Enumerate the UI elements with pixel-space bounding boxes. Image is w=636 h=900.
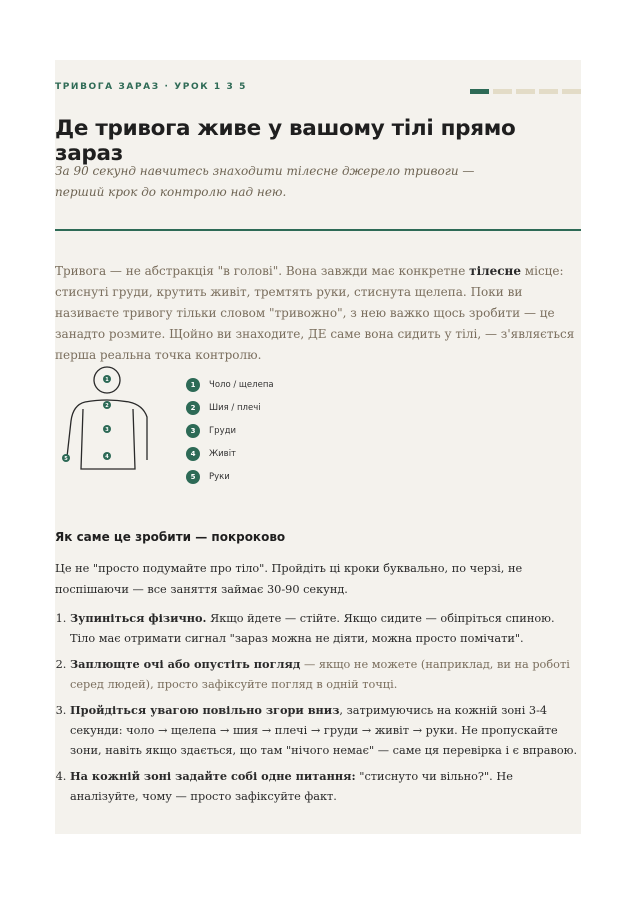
legend-number: 3 [186,424,200,438]
legend-label: Чоло / щелепа [209,379,274,390]
legend-item [186,396,274,419]
legend-label: Шия / плечі [209,402,261,413]
intro-text: Тривога — не абстракція "в голові". Вона завжди має конкретне [55,264,470,278]
divider [55,229,581,231]
intro-emphasis: тілесне [469,264,521,278]
legend-item [186,373,274,396]
progress-segment [493,89,512,94]
step-title: Заплющте очі або опустіть погляд [70,657,301,671]
torso-outline [81,409,135,469]
step-item [70,608,581,649]
intro-paragraph [55,261,581,366]
legend-number: 1 [186,378,200,392]
progress-segment [516,89,535,94]
legend-label: Живіт [209,448,237,459]
legend-item [186,442,274,465]
point-4-text: 4 [105,454,109,460]
step-text: "стиснуто чи вільно?". Не аналізуйте, чому — просто зафіксуйте факт. [70,770,513,803]
step-title: Пройдіться увагою повільно згори вниз [70,703,340,717]
step-title: На кожній зоні задайте собі одне питання: [70,769,356,783]
lesson-progress [470,89,581,94]
lesson-card [55,60,581,834]
legend-number: 2 [186,401,200,415]
body-outline-right [85,400,147,460]
lesson-subtitle: За 90 секунд навчитесь знаходити тілесне джерело тривоги — перший крок до контролю над нею. [55,164,475,199]
step-item [70,654,581,695]
section-lead: Це не "просто подумайте про тіло". Пройдіть ці кроки буквально, по черзі, не поспішаючи — все заняття займає 30-90 секунд. [55,562,523,596]
section-heading: Як саме це зробити — покроково [55,530,286,544]
lesson-eyebrow: ТРИВОГА ЗАРАЗ · УРОК 1 3 5 [55,82,247,92]
legend-item [186,465,274,488]
legend-label: Груди [209,425,237,436]
point-2-text: 2 [105,403,109,409]
body-map-figure [55,365,155,475]
step-item [70,766,581,807]
point-5-text: 5 [64,456,68,462]
lesson-title: Де тривога живе у вашому тілі прямо зараз [55,116,516,166]
progress-segment [539,89,558,94]
steps-list [55,608,581,812]
step-text: — якщо не можете (наприклад, ви на роботі серед людей), просто зафіксуйте погляд в одній точці. [70,658,570,691]
intro-text: місце: стиснуті груди, крутить живіт, тремтять руки, стиснута щелепа. Поки ви називаєте тривогу тільки словом "тривожно", з нею важко щось зробити — це занадто розмите. Щойно ви знаходите, ДЕ саме вона сидить у тілі, — з'являється перша реальна точка контролю. [55,264,575,362]
progress-segment [470,89,489,94]
step-item [70,700,581,761]
legend-number: 5 [186,470,200,484]
body-map-legend [186,373,274,488]
step-text: , затримуючись на кожній зоні 3-4 секунди: чоло → щелепа → шия → плечі → груди → живіт → руки. Не пропускайте зони, навіть якщо здається, що там "нічого немає" — саме ця перевірка і є вправою. [70,704,578,757]
progress-segment [562,89,581,94]
point-3-text: 3 [105,427,109,433]
legend-label: Руки [209,471,230,482]
point-1-text: 1 [105,377,109,383]
step-title: Зупиніться фізично. [70,611,207,625]
legend-number: 4 [186,447,200,461]
legend-item [186,419,274,442]
step-text: Якщо йдете — стійте. Якщо сидите — обіпріться спиною. Тіло має отримати сигнал "зараз можна не діяти, можна просто помічати". [70,612,555,645]
